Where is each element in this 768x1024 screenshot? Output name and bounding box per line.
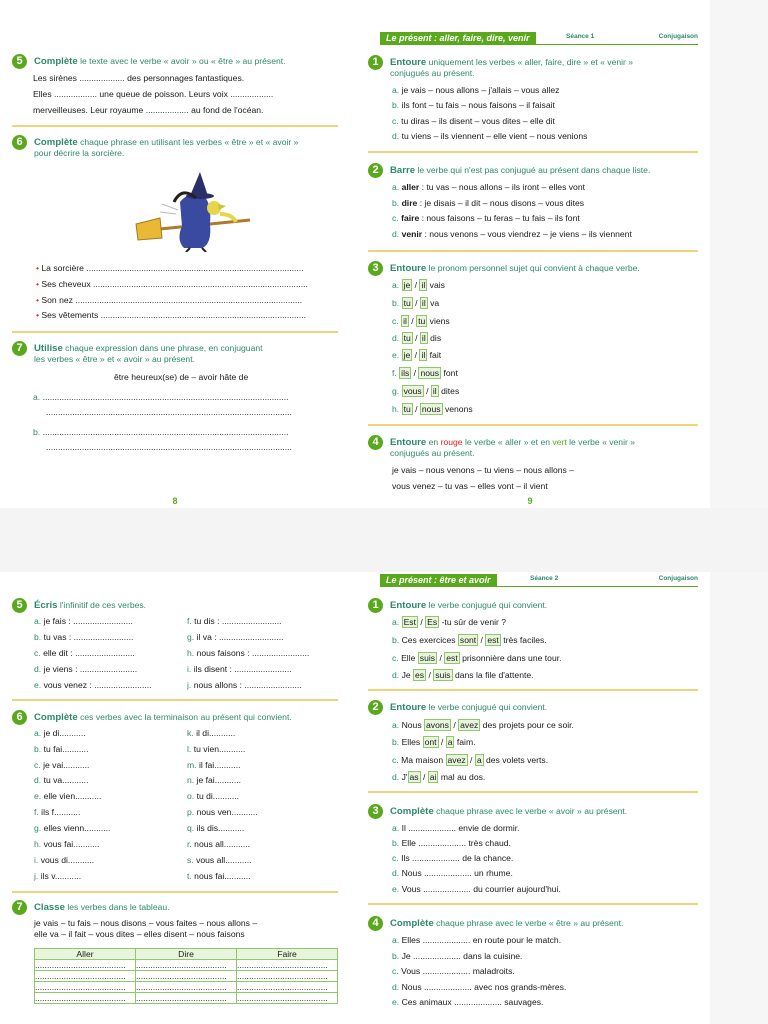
- page-edge: [710, 0, 768, 508]
- choice-box[interactable]: a: [476, 755, 482, 765]
- column-header-dire: Dire: [136, 949, 237, 960]
- separator: [12, 891, 338, 893]
- list-item: e. Vous .................... du courrier aujourd'hui.: [392, 884, 561, 894]
- choice-box[interactable]: il: [421, 333, 426, 343]
- list-item: c. je vai...........: [34, 760, 90, 770]
- list-item: a. je fais : .........................: [34, 616, 133, 626]
- bullet-line: • Ses cheveux ..........................................................................................: [36, 279, 308, 289]
- list-item: a. aller : tu vas – nous allons – ils iront – elles vont: [392, 182, 586, 192]
- list-item: h. nous faisons : ........................: [187, 648, 310, 658]
- list-item: f. tu dis : .........................: [187, 616, 282, 626]
- verb-line: je vais – nous venons – tu viens – nous allons –: [392, 465, 575, 475]
- verb-line: elle va – il fait – vous dites – elles disent – nous faisons: [34, 929, 245, 939]
- list-item: j. nous allons : ........................: [187, 680, 302, 690]
- exercise-number: 1: [368, 55, 383, 70]
- instruction: Complète le texte avec le verbe « avoir » ou « être » au présent.: [34, 56, 286, 67]
- list-item: q. ils dis...........: [187, 823, 245, 833]
- exercise-3-top: [368, 263, 698, 274]
- list-item: o. tu di...........: [187, 791, 240, 801]
- top-right-page: [358, 0, 710, 508]
- list-item: a. Elles .................... en route pour le match.: [392, 935, 562, 945]
- choice-box[interactable]: est: [446, 653, 458, 663]
- list-item: i. ils disent : ........................: [187, 664, 292, 674]
- pronoun-item: c. il / tu viens: [392, 316, 450, 326]
- choice-box[interactable]: il: [421, 280, 426, 290]
- pronoun-item: f. ils / nous font: [392, 368, 458, 378]
- exercise-number: 5: [12, 598, 27, 613]
- choice-box[interactable]: il: [421, 350, 426, 360]
- list-item: d. Nous .................... avec nos grands-mères.: [392, 982, 567, 992]
- choice-box[interactable]: je: [403, 350, 411, 360]
- choice-box[interactable]: as: [409, 772, 419, 782]
- page-number: 9: [510, 496, 550, 510]
- list-item: p. nous ven...........: [187, 807, 258, 817]
- page-edge: [710, 572, 768, 1024]
- choice-box[interactable]: je: [403, 280, 411, 290]
- choice-box[interactable]: tu: [418, 316, 426, 326]
- list-item: j. ils v...........: [34, 871, 82, 881]
- verb-line: vous venez – tu vas – elles vont – il vient: [392, 481, 548, 491]
- exercise-1-top: [368, 57, 698, 78]
- exercise-2-top: [368, 165, 698, 176]
- instruction: Utilise chaque expression dans une phrase, en conjuguant les verbes « être » et « avoir » au présent.: [34, 343, 263, 364]
- table-row: ...................................... ...................................... ......................................: [35, 960, 338, 971]
- column-header-aller: Aller: [35, 949, 136, 960]
- witch-on-broom-icon: [132, 168, 258, 252]
- choice-box[interactable]: il: [421, 298, 426, 308]
- separator: [368, 689, 698, 691]
- pronoun-item: d. tu / il dis: [392, 333, 442, 343]
- list-item: l. tu vien...........: [187, 744, 246, 754]
- list-item: b. Elle .................... très chaud.: [392, 838, 511, 848]
- list-item: a. je vais – nous allons – j'allais – vous allez: [392, 85, 560, 95]
- choice-item: c. Elle suis / est prisonnière dans une tour.: [392, 653, 562, 663]
- exercise-5-bottom: [12, 600, 342, 611]
- exercise-4-top: [368, 437, 698, 458]
- separator: [368, 424, 698, 426]
- exercise-number: 2: [368, 163, 383, 178]
- list-item: e. elle vien...........: [34, 791, 102, 801]
- subject-label: Conjugaison: [658, 575, 698, 582]
- bullet-line: • Ses vêtements ......................................................................................: [36, 310, 306, 320]
- subject-label: Conjugaison: [658, 33, 698, 40]
- column-header-faire: Faire: [237, 949, 338, 960]
- separator: [368, 791, 698, 793]
- choice-box[interactable]: ont: [424, 737, 437, 747]
- choice-item: c. Ma maison avez / a des volets verts.: [392, 755, 549, 765]
- exercise-7-top: [12, 343, 342, 364]
- list-item: c. Vous .................... maladroits.: [392, 966, 515, 976]
- exercise-number: 4: [368, 435, 383, 450]
- spread-gap: [0, 508, 768, 572]
- exercise-number: 7: [12, 900, 27, 915]
- pronoun-item: h. tu / nous venons: [392, 404, 473, 414]
- exercise-number: 2: [368, 700, 383, 715]
- session-label: Séance 1: [566, 33, 595, 40]
- exercise-7-bottom: [12, 902, 342, 913]
- choice-box[interactable]: sont: [459, 635, 477, 645]
- text-line: Les sirènes ................... des personnages fantastiques.: [33, 73, 245, 83]
- exercise-number: 5: [12, 54, 27, 69]
- exercise-3-bottom: [368, 806, 698, 817]
- list-item: e. vous venez : ........................: [34, 680, 152, 690]
- choice-box[interactable]: a: [447, 737, 453, 747]
- separator: [368, 250, 698, 252]
- table-row: ...................................... ...................................... ......................................: [35, 982, 338, 993]
- choice-box[interactable]: il: [403, 316, 407, 326]
- answer-line: .......................................................................................................: [46, 442, 292, 452]
- exercise-5-top: [12, 56, 342, 67]
- choice-item: a. Est / Es -tu sûr de venir ?: [392, 617, 507, 627]
- separator: [12, 125, 338, 127]
- choice-box[interactable]: Est: [403, 617, 416, 627]
- exercise-6-bottom: [12, 712, 342, 723]
- bullet-line: • La sorcière ...........................................................................................: [36, 263, 304, 273]
- list-item: d. venir : nous venons – vous viendrez – je viens – ils viennent: [392, 229, 632, 239]
- choice-box[interactable]: nous: [421, 404, 441, 414]
- exercise-1-bottom: [368, 600, 698, 611]
- exercise-number: 3: [368, 804, 383, 819]
- separator: [368, 151, 698, 153]
- bottom-right-page: [358, 572, 710, 1024]
- list-item: a. je di...........: [34, 728, 86, 738]
- choice-box[interactable]: est: [487, 635, 499, 645]
- exercise-number: 6: [12, 710, 27, 725]
- choice-box[interactable]: vous: [403, 386, 422, 396]
- choice-box[interactable]: es: [415, 670, 425, 680]
- list-item: i. vous di...........: [34, 855, 95, 865]
- choice-item: b. Elles ont / a faim.: [392, 737, 476, 747]
- choice-box[interactable]: tu: [403, 404, 411, 414]
- separator: [12, 331, 338, 333]
- pronoun-item: a. je / il vais: [392, 280, 445, 290]
- session-label: Séance 2: [530, 575, 559, 582]
- choice-box[interactable]: avez: [447, 755, 466, 765]
- top-left-page: [0, 0, 358, 508]
- choice-item: d. J' as / ai mal au dos.: [392, 772, 486, 782]
- table-row: ...................................... ...................................... ......................................: [35, 993, 338, 1004]
- instruction: Entoure uniquement les verbes « aller, faire, dire » et « venir » conjugués au présent.: [390, 57, 634, 78]
- list-item: d. je viens : ........................: [34, 664, 138, 674]
- pronoun-item: g. vous / il dites: [392, 386, 460, 396]
- list-item: e. Ces animaux .................... sauvages.: [392, 997, 544, 1007]
- text-line: merveilleuses. Leur royaume .................. au fond de l'océan.: [33, 105, 264, 115]
- exercise-4-bottom: [368, 918, 698, 929]
- lesson-title: Le présent : être et avoir: [380, 574, 497, 586]
- answer-line: a. .......................................................................................................: [33, 392, 289, 402]
- expression: être heureux(se) de – avoir hâte de: [114, 372, 249, 382]
- choice-item: a. Nous avons / avez des projets pour ce soir.: [392, 720, 574, 730]
- lesson-header: [380, 574, 698, 586]
- list-item: r. nous all...........: [187, 839, 251, 849]
- list-item: b. ils font – tu fais – nous faisons – il faisait: [392, 100, 555, 110]
- exercise-2-bottom: [368, 702, 698, 713]
- classification-table: [34, 948, 338, 1004]
- instruction: Complète chaque phrase avec le verbe « être » au présent.: [390, 918, 624, 929]
- exercise-number: 4: [368, 916, 383, 931]
- lesson-title: Le présent : aller, faire, dire, venir: [380, 32, 536, 44]
- choice-box[interactable]: nous: [420, 368, 440, 378]
- instruction: Complète chaque phrase avec le verbe « avoir » au présent.: [390, 806, 628, 817]
- exercise-number: 1: [368, 598, 383, 613]
- instruction: Complète ces verbes avec la terminaison au présent qui convient.: [34, 712, 292, 723]
- choice-box[interactable]: tu: [403, 298, 411, 308]
- list-item: b. dire : je disais – il dit – nous disons – vous dites: [392, 198, 585, 208]
- instruction: Barre le verbe qui n'est pas conjugué au présent dans chaque liste.: [390, 165, 651, 176]
- choice-box[interactable]: Es: [427, 617, 438, 627]
- table-row: ...................................... ...................................... ......................................: [35, 971, 338, 982]
- bottom-left-page: [0, 572, 358, 1024]
- list-item: g. il va : ...........................: [187, 632, 284, 642]
- exercise-6-top: [12, 137, 342, 158]
- list-item: f. ils f...........: [34, 807, 81, 817]
- bullet-line: • Son nez ...............................................................................................: [36, 295, 303, 305]
- instruction: Entoure le pronom personnel sujet qui convient à chaque verbe.: [390, 263, 640, 274]
- table-header-row: [35, 949, 338, 960]
- page-number: 8: [155, 496, 195, 510]
- list-item: b. Je .................... dans la cuisine.: [392, 951, 523, 961]
- instruction: Entoure le verbe conjugué qui convient.: [390, 600, 548, 611]
- lesson-header: [380, 32, 698, 44]
- list-item: c. elle dit : .........................: [34, 648, 135, 658]
- choice-item: b. Ces exercices sont / est très faciles.: [392, 635, 547, 645]
- choice-box[interactable]: il: [432, 386, 437, 396]
- verb-line: je vais – tu fais – nous disons – vous faites – nous allons –: [34, 918, 258, 928]
- choice-box[interactable]: tu: [403, 333, 411, 343]
- list-item: b. tu vas : .........................: [34, 632, 134, 642]
- list-item: s. vous all...........: [187, 855, 252, 865]
- exercise-number: 3: [368, 261, 383, 276]
- instruction: Entoure en rouge le verbe « aller » et en vert le verbe « venir » conjugués au présent.: [390, 437, 636, 458]
- pronoun-item: e. je / il fait: [392, 350, 442, 360]
- list-item: k. il di...........: [187, 728, 236, 738]
- choice-box[interactable]: avez: [460, 720, 479, 730]
- choice-item: d. Je es / suis dans la file d'attente.: [392, 670, 534, 680]
- exercise-number: 6: [12, 135, 27, 150]
- list-item: a. Il .................... envie de dormir.: [392, 823, 520, 833]
- instruction: Écris l'infinitif de ces verbes.: [34, 600, 147, 611]
- list-item: d. Nous .................... un rhume.: [392, 868, 513, 878]
- list-item: h. vous fai...........: [34, 839, 100, 849]
- instruction: Entoure le verbe conjugué qui convient.: [390, 702, 548, 713]
- separator: [12, 699, 338, 701]
- text-line: Elles .................. une queue de poisson. Leurs voix ..................: [33, 89, 274, 99]
- list-item: n. je fai...........: [187, 775, 241, 785]
- separator: [368, 903, 698, 905]
- instruction: Classe les verbes dans le tableau.: [34, 902, 170, 913]
- list-item: t. nous fai...........: [187, 871, 251, 881]
- answer-line: .......................................................................................................: [46, 407, 292, 417]
- exercise-number: 7: [12, 341, 27, 356]
- choice-box[interactable]: suis: [419, 653, 436, 663]
- list-item: c. faire : nous faisons – tu feras – tu fais – ils font: [392, 213, 580, 223]
- choice-box[interactable]: ai: [429, 772, 437, 782]
- choice-box[interactable]: ils: [401, 368, 410, 378]
- choice-box[interactable]: avons: [426, 720, 449, 730]
- instruction: Complète chaque phrase en utilisant les verbes « être » et « avoir » pour décrire la sorcière.: [34, 137, 299, 158]
- list-item: m. il fai...........: [187, 760, 241, 770]
- list-item: c. Ils .................... de la chance.: [392, 853, 514, 863]
- list-item: d. tu viens – ils viennent – elle vient – nous venions: [392, 131, 588, 141]
- choice-box[interactable]: suis: [435, 670, 451, 680]
- list-item: b. tu fai...........: [34, 744, 89, 754]
- list-item: g. elles vienn...........: [34, 823, 111, 833]
- list-item: d. tu va...........: [34, 775, 89, 785]
- list-item: c. tu diras – ils disent – vous dites – elle dit: [392, 116, 555, 126]
- pronoun-item: b. tu / il va: [392, 298, 440, 308]
- answer-line: b. .......................................................................................................: [33, 427, 289, 437]
